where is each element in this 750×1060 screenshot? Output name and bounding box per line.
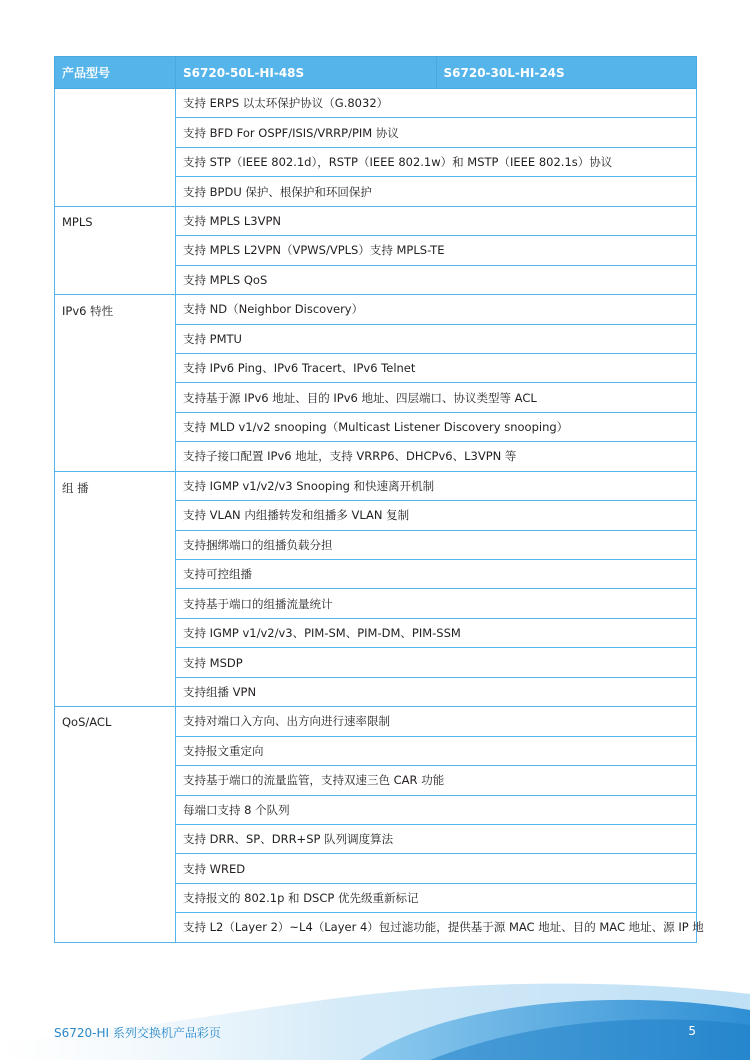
category-cell: IPv6 特性	[55, 295, 176, 472]
footer-wave-decoration	[0, 980, 750, 1060]
spec-table	[54, 56, 704, 943]
header-product-model: 产品型号	[55, 57, 176, 89]
table-row	[55, 295, 697, 324]
table-header-row	[55, 57, 697, 89]
category-cell: QoS/ACL	[55, 707, 176, 943]
feature-cell: 支持报文重定向	[176, 736, 697, 765]
feature-cell: 支持 MSDP	[176, 648, 697, 677]
table-row	[55, 471, 697, 500]
feature-cell: 支持基于源 IPv6 地址、目的 IPv6 地址、四层端口、协议类型等 ACL	[176, 383, 697, 412]
table-row	[55, 707, 697, 736]
table-row	[55, 89, 697, 118]
feature-cell: 支持 IGMP v1/v2/v3、PIM-SM、PIM-DM、PIM-SSM	[176, 618, 697, 647]
feature-cell: 支持 STP（IEEE 802.1d），RSTP（IEEE 802.1w）和 MSTP（IEEE 802.1s）协议	[176, 147, 697, 176]
feature-cell: 支持子接口配置 IPv6 地址，支持 VRRP6、DHCPv6、L3VPN 等	[176, 442, 697, 471]
footer-title: S6720-HI 系列交换机产品彩页	[54, 1026, 221, 1040]
feature-cell: 支持 L2（Layer 2）~L4（Layer 4）包过滤功能，提供基于源 MAC 地址、目的 MAC 地址、源 IP 地	[176, 913, 697, 942]
table-body	[55, 89, 704, 943]
feature-cell: 支持 MPLS L3VPN	[176, 206, 697, 235]
feature-cell: 支持基于端口的流量监管，支持双速三色 CAR 功能	[176, 766, 697, 795]
feature-cell: 每端口支持 8 个队列	[176, 795, 697, 824]
feature-cell: 支持基于端口的组播流量统计	[176, 589, 697, 618]
feature-cell: 支持 IGMP v1/v2/v3 Snooping 和快速离开机制	[176, 471, 697, 500]
feature-cell: 支持可控组播	[176, 560, 697, 589]
table-row	[55, 206, 697, 235]
category-cell	[55, 89, 176, 207]
feature-cell: 支持对端口入方向、出方向进行速率限制	[176, 707, 697, 736]
feature-cell: 支持报文的 802.1p 和 DSCP 优先级重新标记	[176, 883, 697, 912]
feature-cell: 支持 BFD For OSPF/ISIS/VRRP/PIM 协议	[176, 118, 697, 147]
category-cell: 组 播	[55, 471, 176, 707]
feature-cell: 支持 VLAN 内组播转发和组播多 VLAN 复制	[176, 501, 697, 530]
feature-cell: 支持 DRR、SP、DRR+SP 队列调度算法	[176, 824, 697, 853]
feature-cell: 支持 PMTU	[176, 324, 697, 353]
feature-cell: 支持组播 VPN	[176, 677, 697, 706]
category-cell: MPLS	[55, 206, 176, 294]
feature-cell: 支持 MPLS L2VPN（VPWS/VPLS）支持 MPLS-TE	[176, 236, 697, 265]
feature-cell: 支持 ERPS 以太环保护协议（G.8032）	[176, 89, 697, 118]
feature-cell: 支持 BPDU 保护、根保护和环回保护	[176, 177, 697, 206]
header-model-48s: S6720-50L-HI-48S	[176, 57, 437, 89]
feature-cell: 支持 WRED	[176, 854, 697, 883]
page-number: 5	[688, 1024, 696, 1038]
feature-cell: 支持捆绑端口的组播负载分担	[176, 530, 697, 559]
header-model-24s: S6720-30L-HI-24S	[436, 57, 697, 89]
feature-cell: 支持 IPv6 Ping、IPv6 Tracert、IPv6 Telnet	[176, 353, 697, 382]
feature-cell: 支持 ND（Neighbor Discovery）	[176, 295, 697, 324]
feature-cell: 支持 MPLS QoS	[176, 265, 697, 294]
feature-cell: 支持 MLD v1/v2 snooping（Multicast Listener Discovery snooping）	[176, 412, 697, 441]
